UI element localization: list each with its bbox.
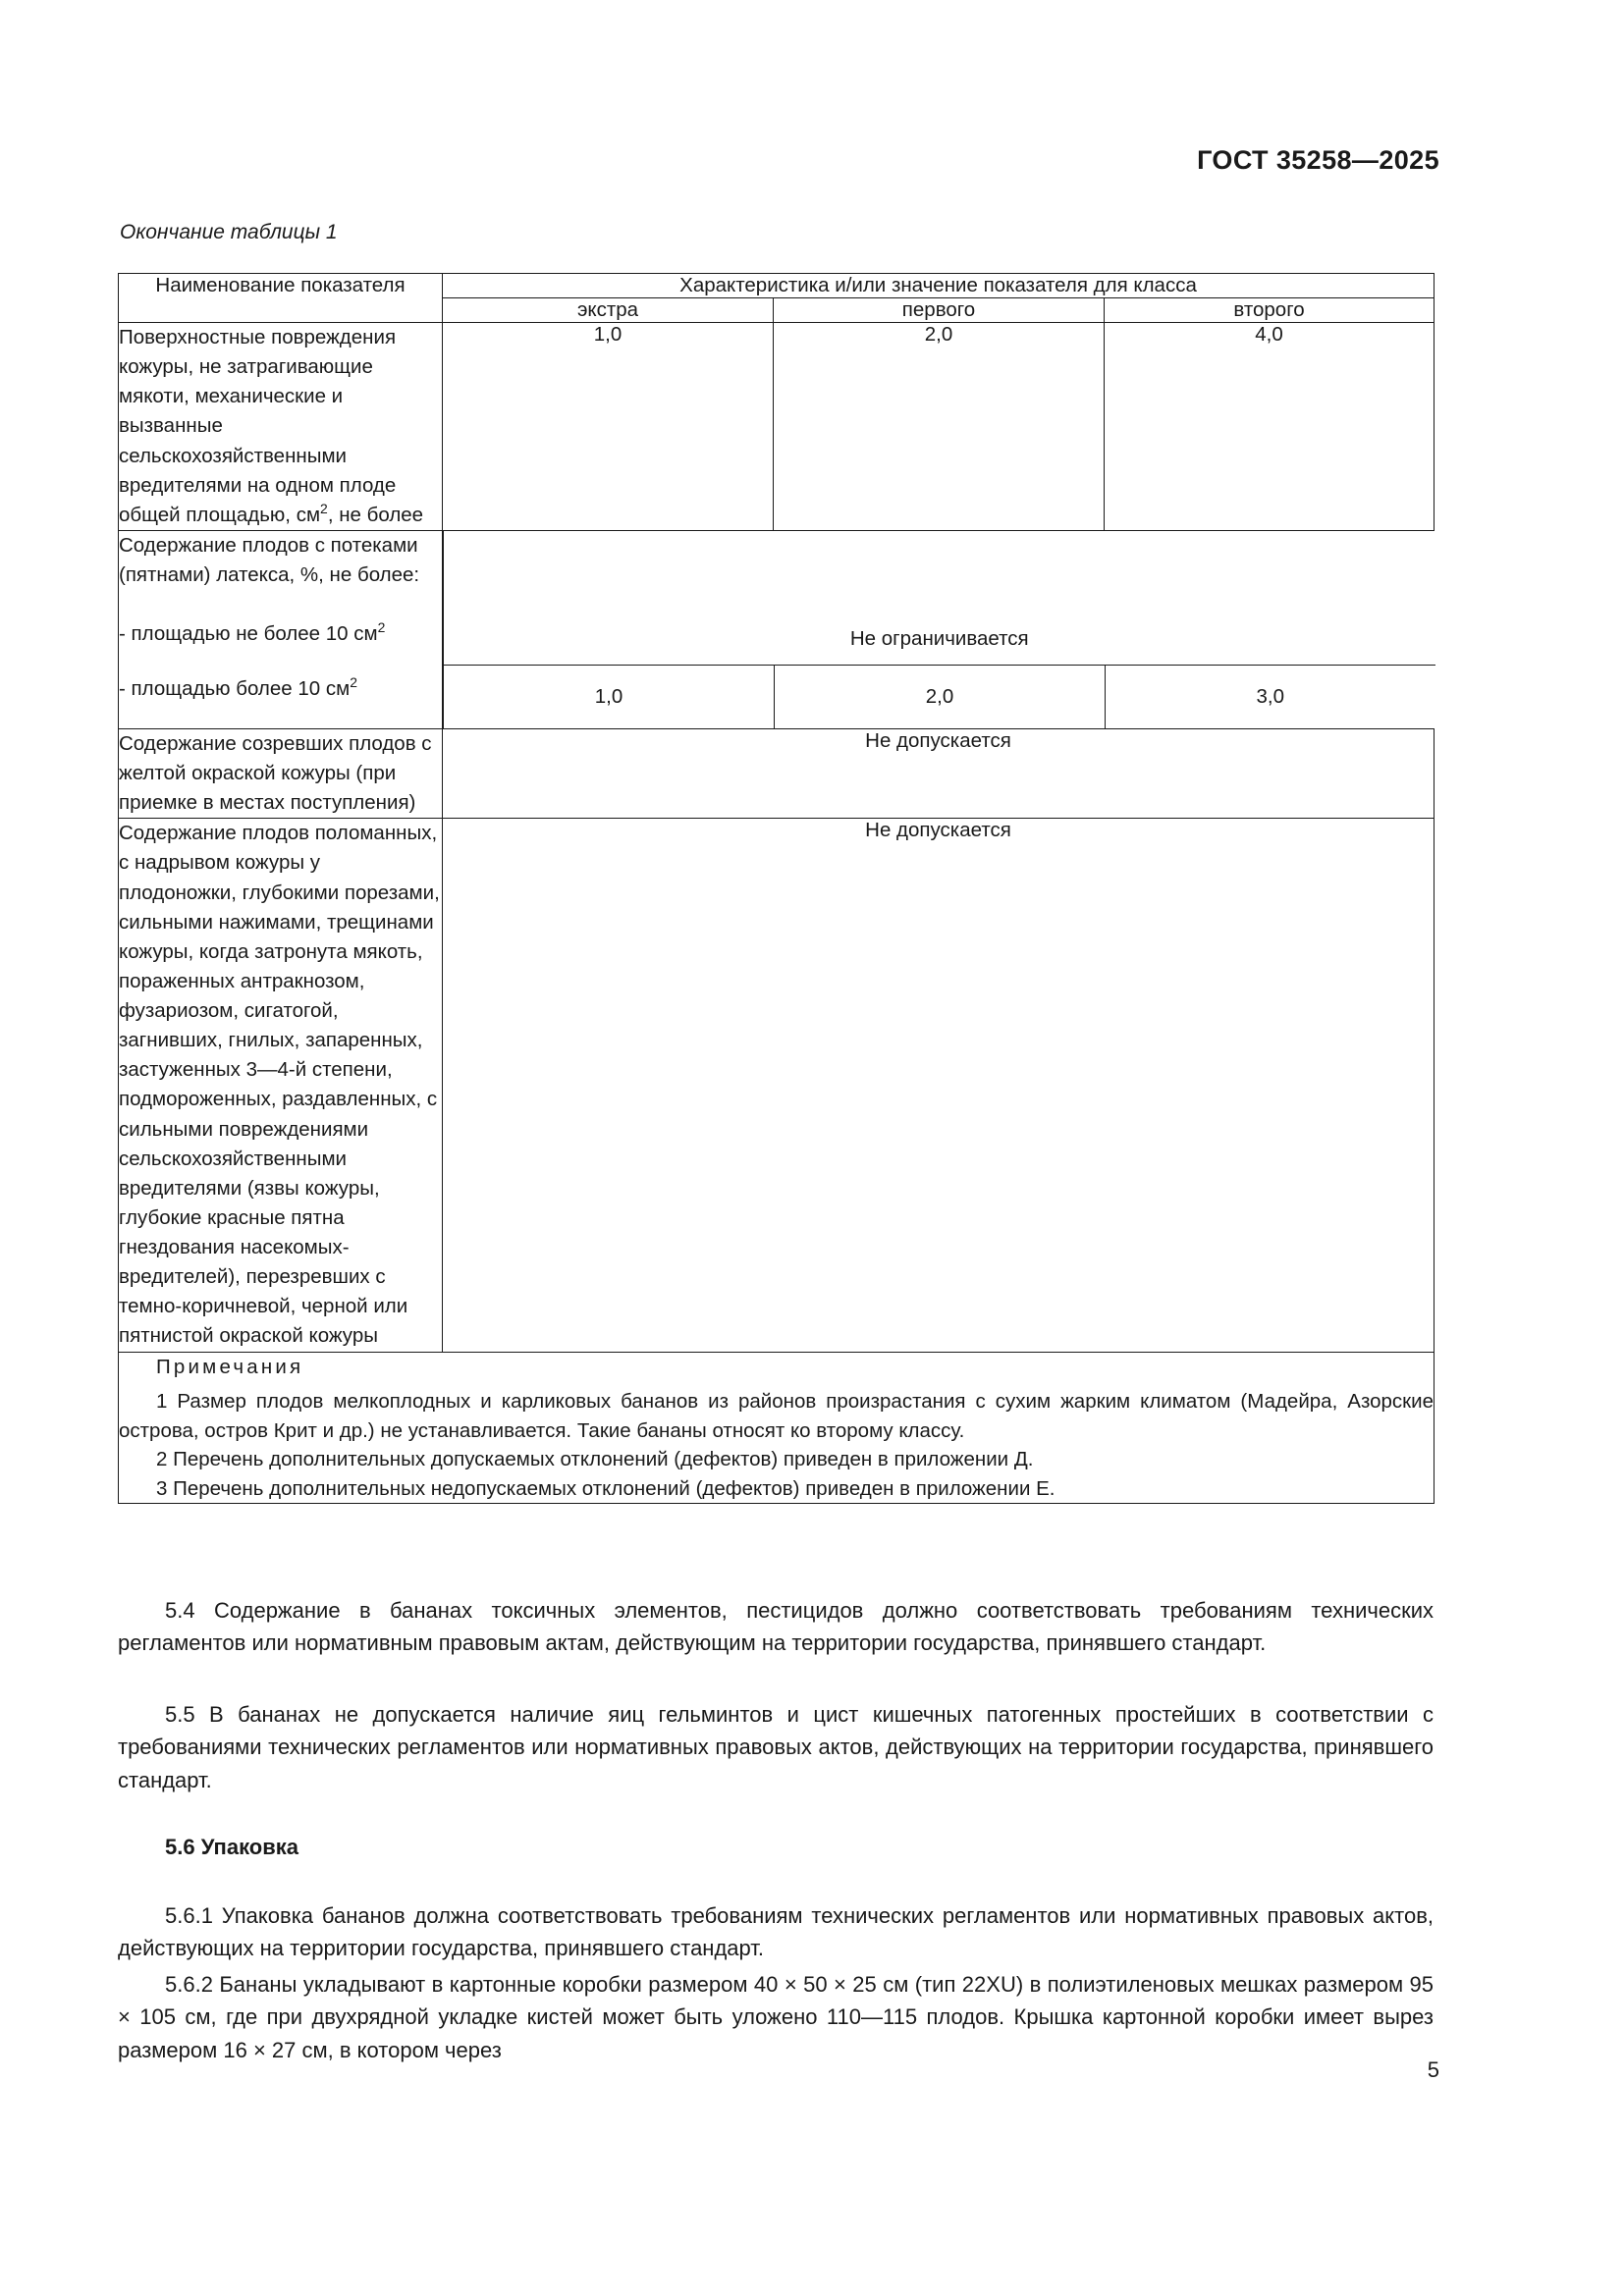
table-row (119, 728, 1435, 818)
paragraph-text: 5.6.1 Упаковка бананов должна соответствовать требованиям технических регламентов или нормативных правовых актов, действующих на территории государства, принявшего стандарт. (118, 1903, 1434, 1961)
notes-title: Примечания (156, 1355, 304, 1378)
paragraph-5-5 (118, 1698, 1434, 1796)
note-item: 1 Размер плодов мелкоплодных и карликовых бананов из районов произрастания с сухим жарким климатом (Мадейра, Азорские острова, остров Крит и др.) не устанавливается. Такие бананы относят ко второму классу. (119, 1390, 1435, 1442)
row-label-surface-damage (119, 323, 443, 531)
value-not-allowed-span: Не допускается (443, 728, 1435, 818)
paragraph-5-6-1 (118, 1899, 1434, 1965)
superscript-sq: 2 (320, 500, 328, 516)
table-row (119, 530, 1435, 728)
latex-values-grid (443, 531, 1435, 728)
latex-values-wrapper (443, 530, 1435, 728)
table-row (119, 323, 1435, 531)
section-heading-text: 5.6 Упаковка (165, 1835, 298, 1859)
row-sublabel-2-text: - площадью более 10 см (119, 677, 351, 701)
header-cell-class-extra: экстра (443, 298, 774, 323)
header-cell-class-first: первого (774, 298, 1105, 323)
row-label-tail: , не более (327, 503, 424, 526)
row-label-broken-fruit: Содержание плодов поломанных, с надрывом кожуры у плодоножки, глубокими порезами, сильными нажимами, трещинами кожуры, когда затронута мякоть, пораженных антракнозом, фузариозом, сигатогой, загнивших, гнилых, запаренных, застуженных 3—4-й степени, подмороженных, раздавленных, с сильными повреждениями сельскохозяйственными вредителями (язвы кожуры, глубокие красные пятна гнездования насекомых-вредителей), перезревших с темно-коричневой, черной или пятнистой окраской кожуры (119, 819, 443, 1352)
row-label-text: Поверхностные повреждения кожуры, не затрагивающие мякоти, механические и вызванные сельскохозяйственными вредителями на одном плоде общей площадью, см (119, 326, 397, 526)
table-header-row-1 (119, 274, 1435, 298)
section-heading-5-6 (118, 1831, 1434, 1863)
value-first: 2,0 (775, 665, 1106, 728)
page-number: 5 (1427, 2057, 1439, 2082)
superscript-sq: 2 (377, 619, 386, 636)
header-cell-group: Характеристика и/или значение показателя для класса (443, 274, 1435, 298)
table-notes-row (119, 1352, 1435, 1504)
row-sublabel-2 (119, 674, 442, 704)
row-sublabel-1-text: - площадью не более 10 см (119, 622, 378, 646)
paragraph-5-6-2 (118, 1968, 1434, 2066)
table-notes (119, 1352, 1435, 1504)
paragraph-5-4 (118, 1594, 1434, 1660)
header-cell-class-second: второго (1105, 298, 1435, 323)
superscript-sq: 2 (350, 674, 357, 691)
specification-table (118, 273, 1435, 1504)
value-second: 4,0 (1105, 323, 1435, 531)
table-row (119, 819, 1435, 1352)
note-item: 2 Перечень дополнительных допускаемых отклонений (дефектов) приведен в приложении Д. (156, 1448, 1034, 1471)
row-label-latex-stains (119, 530, 443, 728)
value-second: 3,0 (1106, 665, 1435, 728)
value-extra: 1,0 (443, 323, 774, 531)
paragraph-text: 5.6.2 Бананы укладывают в картонные коробки размером 40 × 50 × 25 см (тип 22XU) в полиэтиленовых мешках размером 95 × 105 см, где при двухрядной укладке кистей может быть уложено 110—115 плодов. Крышка картонной коробки имеет вырез размером 16 × 27 см, в котором через (118, 1972, 1434, 2062)
table-caption: Окончание таблицы 1 (120, 221, 338, 243)
note-item: 3 Перечень дополнительных недопускаемых отклонений (дефектов) приведен в приложении Е. (156, 1476, 1056, 1500)
header-cell-name: Наименование показателя (119, 274, 443, 323)
value-extra: 1,0 (444, 665, 775, 728)
standard-id-header: ГОСТ 35258—2025 (1197, 145, 1439, 175)
paragraph-text: 5.5 В бананах не допускается наличие яиц гельминтов и цист кишечных патогенных простейших в соответствии с требованиями технических регламентов или нормативных правовых актов, действующих на территории государства, принявшего стандарт. (118, 1702, 1434, 1792)
latex-row-unrestricted (444, 531, 1435, 666)
row-label-ripe-yellow: Содержание созревших плодов с желтой окраской кожуры (при приемке в местах поступления) (119, 728, 443, 818)
value-first: 2,0 (774, 323, 1105, 531)
row-sublabel-1 (119, 619, 442, 649)
row-label-lead: Содержание плодов с потеками (пятнами) латекса, %, не более: (119, 533, 420, 586)
value-not-limited-span: Не ограничивается (444, 531, 1435, 666)
paragraph-text: 5.4 Содержание в бананах токсичных элементов, пестицидов должно соответствовать требованиям технических регламентов или нормативным правовым актам, действующим на территории государства, принявшего стандарт. (118, 1598, 1434, 1656)
value-not-allowed-span: Не допускается (443, 819, 1435, 1352)
latex-row-values (444, 665, 1435, 728)
